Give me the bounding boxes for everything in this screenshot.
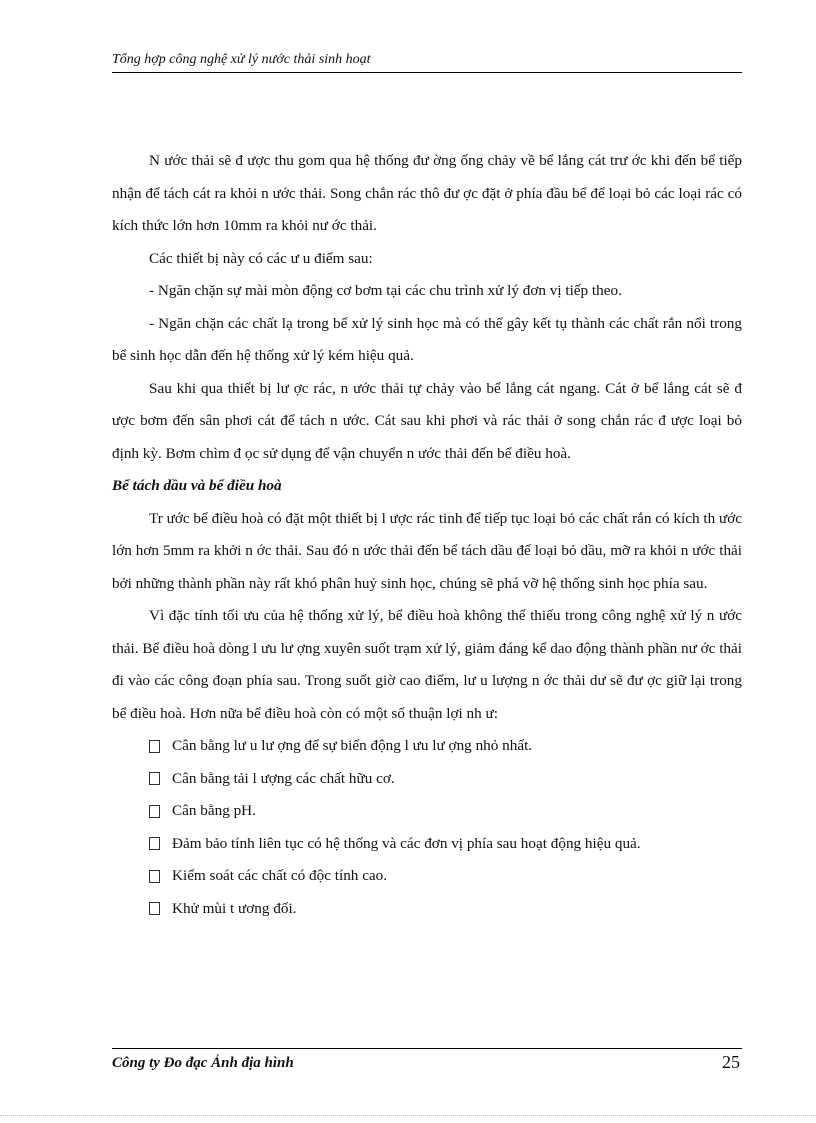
paragraph: Sau khi qua thiết bị lư ợc rác, n ước thải tự chảy vào bể lắng cát ngang. Cát ở bể lắng cát sẽ đ ược bơm đến sân phơi cát để tách n ước. Cát sau khi phơi và rác thải ở song chắn rác đ ược loại bỏ định kỳ. Bơm chìm đ ọc sử dụng để vận chuyển n ước thải đến bể điều hoà.	[112, 379, 742, 462]
list-item	[112, 828, 742, 861]
paragraph: N ước thải sẽ đ ược thu gom qua hệ thống đư ờng ống chảy về bể lắng cát trư ớc khi đến bể tiếp nhận để tách cát ra khỏi n ước thải. Song chắn rác thô đư ợc đặt ở phía đầu bể để loại bỏ các loại rác có kích thức lớn hơn 10mm ra khỏi nư ớc thải.	[112, 152, 742, 234]
page-number: 25	[722, 1052, 740, 1072]
list-item	[112, 763, 742, 796]
bullet-list	[112, 730, 742, 925]
checkbox-bullet-icon	[149, 870, 160, 883]
section-heading: Bể tách dầu và bể điều hoà	[112, 477, 282, 494]
dash-item: - Ngăn chặn các chất lạ trong bể xử lý sinh học mà có thể gây kết tụ thành các chất rắn nổi trong bể sinh học dẫn đến hệ thống xử lý kém hiệu quả.	[112, 314, 742, 364]
paragraph: Vì đặc tính tối ưu của hệ thống xử lý, bể điều hoà không thể thiếu trong công nghệ xử lý n ước thải. Bể điều hoà dòng l ưu lư ợng xuyên suốt trạm xử lý, giảm đáng kể dao động thành phần nư ớc thải đi vào các công đoạn phía sau. Trong suốt giờ cao điểm, lư u lượng n ớc thải dư sẽ đư ợc giữ lại trong bể điều hoà. Hơn nữa bể điều hoà còn có một số thuận lợi nh ư:	[112, 607, 742, 722]
paragraph: Các thiết bị này có các ư u điểm sau:	[149, 249, 373, 267]
list-item	[112, 893, 742, 926]
page-bottom-border	[0, 1115, 816, 1116]
list-item-text: Cân bằng tải l ượng các chất hữu cơ.	[172, 769, 395, 787]
checkbox-bullet-icon	[149, 902, 160, 915]
checkbox-bullet-icon	[149, 837, 160, 850]
document-title: Tổng hợp công nghệ xử lý nước thải sinh hoạt	[112, 52, 371, 67]
page-body	[112, 145, 742, 925]
list-item	[112, 730, 742, 763]
paragraph: Tr ước bể điều hoà có đặt một thiết bị l ược rác tinh để tiếp tục loại bỏ các chất rắn có kích th ước lớn hơn 5mm ra khởi n ớc thải. Sau đó n ước thải đến bể tách dầu để loại bỏ dầu, mỡ ra khỏi n ước thải bởi những thành phần này rất khó phân huỷ sinh học, chúng sẽ phá vỡ hệ thống sinh học phía sau.	[112, 509, 742, 592]
checkbox-bullet-icon	[149, 805, 160, 818]
page-footer	[112, 1048, 742, 1072]
list-item-text: Cân bằng pH.	[172, 802, 256, 819]
list-item-text: Kiểm soát các chất có độc tính cao.	[172, 867, 388, 884]
list-item-text: Cân bằng lư u lư ợng để sự biến động l ưu lư ợng nhỏ nhất.	[172, 737, 533, 754]
checkbox-bullet-icon	[149, 772, 160, 785]
page-header	[112, 50, 742, 73]
footer-company: Công ty Đo đạc Ảnh địa hình	[112, 1055, 294, 1071]
list-item	[112, 795, 742, 828]
checkbox-bullet-icon	[149, 740, 160, 753]
list-item-text: Đảm bảo tính liên tục có hệ thống và các đơn vị phía sau hoạt động hiệu quả.	[172, 834, 641, 852]
dash-item: - Ngăn chặn sự mài mòn động cơ bơm tại các chu trình xử lý đơn vị tiếp theo.	[149, 282, 622, 299]
list-item	[112, 860, 742, 893]
list-item-text: Khử mùi t ương đối.	[172, 899, 297, 917]
